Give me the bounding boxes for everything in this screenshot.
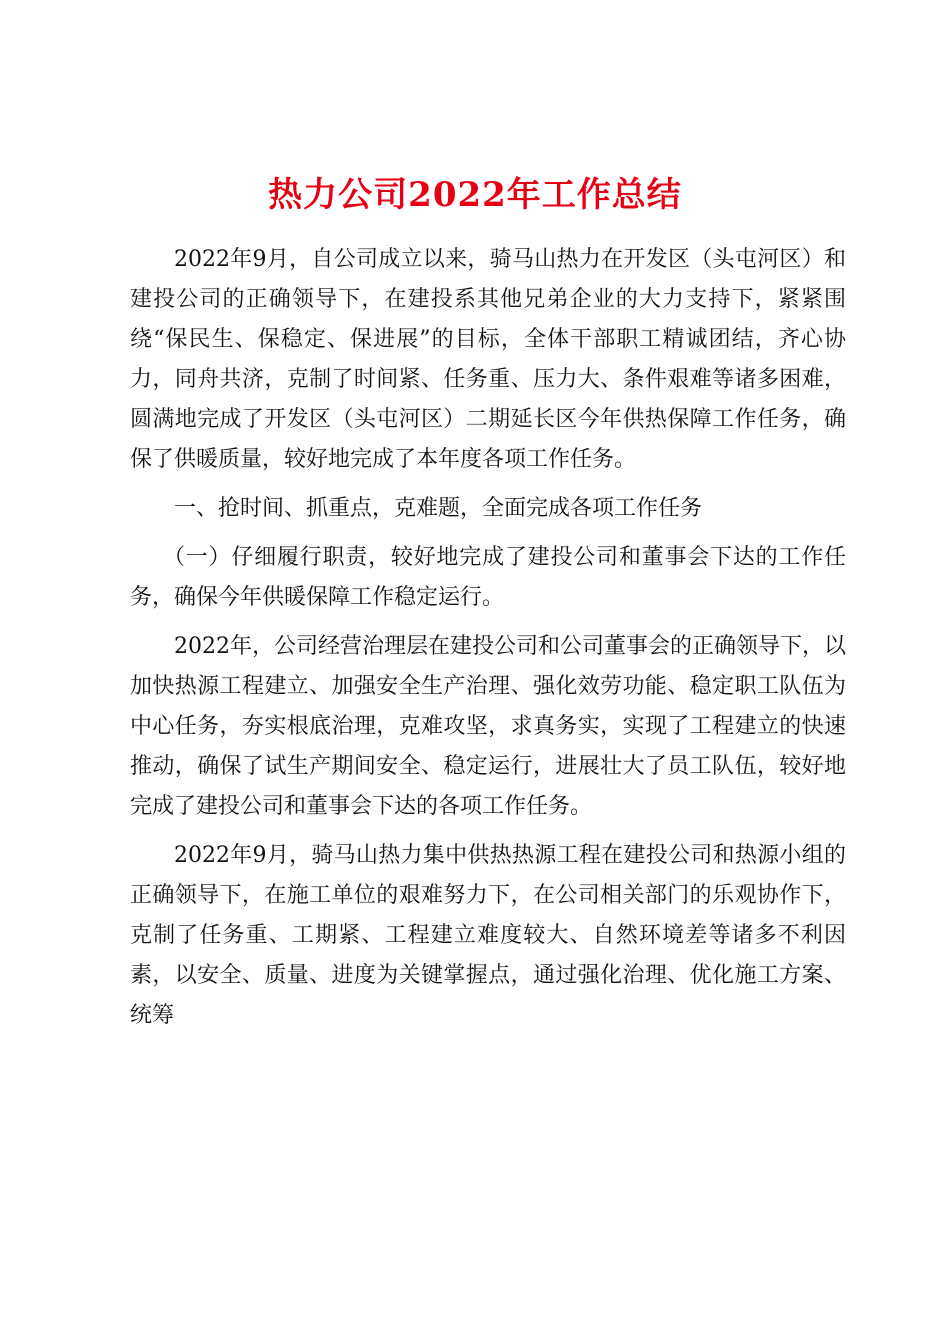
subsection-heading-1: （一）仔细履行职责，较好地完成了建投公司和董事会下达的工作任务，确保今年供暖保障工作稳定运行。	[130, 545, 846, 610]
document-body	[130, 240, 846, 1045]
paragraph-heat-source-project: 2022年9月，骑马山热力集中供热热源工程在建投公司和热源小组的正确领导下，在施工单位的艰难努力下，在公司相关部门的乐观协作下，克制了任务重、工期紧、工程建立难度较大、自然环境差等诸多不利因素，以安全、质量、进度为关键掌握点，通过强化治理、优化施工方案、统筹	[130, 843, 846, 1028]
paragraph-intro: 2022年9月，自公司成立以来，骑马山热力在开发区（头屯河区）和建投公司的正确领导下，在建投系其他兄弟企业的大力支持下，紧紧围绕“保民生、保稳定、保进展”的目标，全体干部职工精诚团结，齐心协力，同舟共济，克制了时间紧、任务重、压力大、条件艰难等诸多困难，圆满地完成了开发区（头屯河区）二期延长区今年供热保障工作任务，确保了供暖质量，较好地完成了本年度各项工作任务。	[130, 247, 846, 472]
paragraph-2022-management: 2022年，公司经营治理层在建投公司和公司董事会的正确领导下，以加快热源工程建立、加强安全生产治理、强化效劳功能、稳定职工队伍为中心任务，夯实根底治理，克难攻坚，求真务实，实现了工程建立的快速推动，确保了试生产期间安全、稳定运行，进展壮大了员工队伍，较好地完成了建投公司和董事会下达的各项工作任务。	[130, 634, 846, 819]
section-heading-1: 一、抢时间、抓重点，克难题，全面完成各项工作任务	[174, 496, 703, 521]
document-title: 热力公司2022年工作总结	[268, 175, 682, 215]
